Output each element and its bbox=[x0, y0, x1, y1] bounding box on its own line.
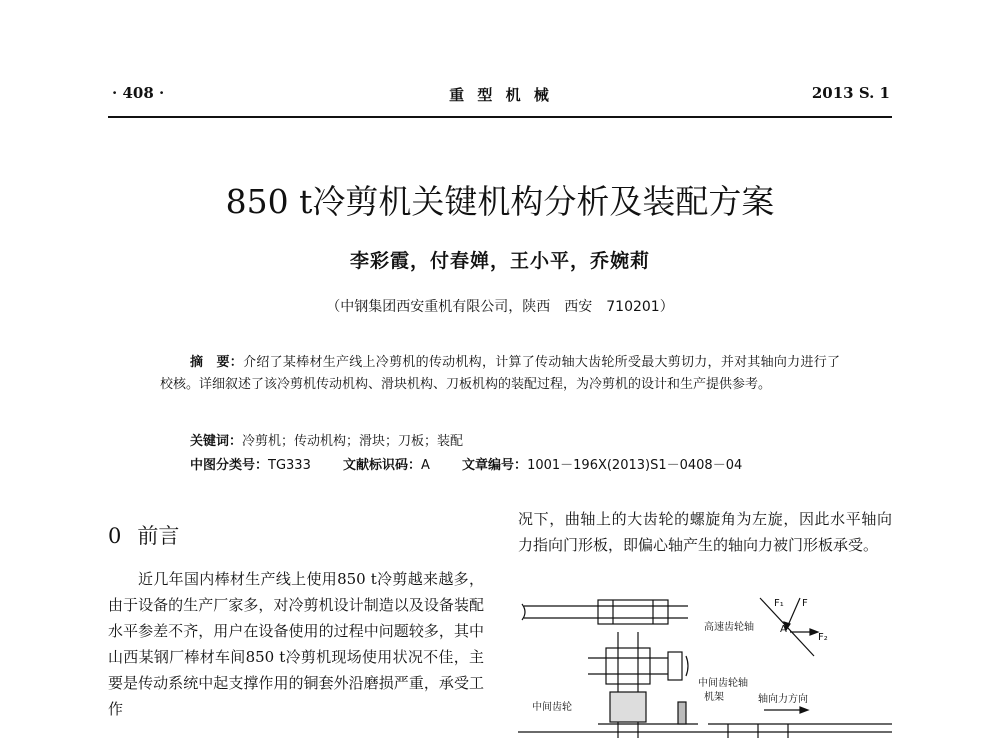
article-no-value: 1001－196X(2013)S1－0408－04 bbox=[527, 458, 743, 473]
gear-shaft-figure bbox=[518, 592, 892, 738]
author-list: 李彩霞，付春婵，王小平，乔婉莉 bbox=[349, 250, 650, 272]
affiliation: （中钢集团西安重机有限公司，陕西 西安 710201） bbox=[326, 299, 674, 315]
article-title: 850 t冷剪机关键机构分析及装配方案 bbox=[225, 182, 775, 221]
abstract bbox=[160, 352, 840, 396]
doc-code-value: A bbox=[421, 458, 430, 473]
clc-value: TG333 bbox=[268, 458, 311, 473]
label-high-speed-shaft: 高速齿轮轴 bbox=[704, 622, 754, 633]
clc-label: 中图分类号： bbox=[190, 458, 269, 473]
force-diagram bbox=[760, 598, 818, 656]
section-heading bbox=[108, 520, 179, 550]
label-angle-A: A bbox=[780, 624, 787, 635]
label-axial-direction: 轴向力方向 bbox=[758, 694, 808, 705]
label-force-F1: F₁ bbox=[774, 598, 784, 609]
axial-arrow bbox=[764, 707, 808, 713]
high-speed-shaft bbox=[522, 600, 688, 624]
section-number: 0 bbox=[108, 524, 122, 548]
abstract-label: 摘 要： bbox=[190, 355, 244, 370]
issue-label: 2013 S. 1 bbox=[811, 84, 890, 102]
left-column bbox=[108, 566, 484, 722]
header-rule bbox=[108, 116, 892, 118]
abstract-text: 介绍了某棒材生产线上冷剪机的传动机构，计算了传动轴大齿轮所受最大剪切力，并对其轴向力进行了校核。详细叙述了该冷剪机传动机构、滑块机构、刀板机构的装配过程，为冷剪机的设计和生产提供参考。 bbox=[160, 355, 840, 392]
label-intermediate-gear: 中间齿轮 bbox=[532, 702, 572, 713]
classification-line bbox=[190, 454, 840, 473]
keywords bbox=[190, 430, 463, 449]
article-no-label: 文章编号： bbox=[462, 458, 528, 473]
label-frame: 机架 bbox=[704, 692, 724, 703]
doc-code-label: 文献标识码： bbox=[342, 458, 421, 473]
page-number: · 408 · bbox=[112, 84, 165, 102]
running-header bbox=[112, 84, 890, 108]
keywords-text: 冷剪机；传动机构；滑块；刀板；装配 bbox=[242, 434, 464, 449]
label-force-F: F bbox=[802, 598, 808, 609]
mechanism-diagram bbox=[518, 592, 892, 738]
section-title: 前言 bbox=[137, 524, 180, 548]
label-force-F2: F₂ bbox=[818, 632, 828, 643]
right-column bbox=[518, 506, 892, 558]
journal-name: 重 型 机 械 bbox=[449, 86, 553, 104]
intro-paragraph: 近几年国内棒材生产线上使用850 t冷剪越来越多，由于设备的生产厂家多，对冷剪机设计制造以及设备装配水平参差不齐，用户在设备使用的过程中问题较多，其中山西某钢厂棒材车间850 t冷剪机现场使用状况不佳，主要是传动系统中起支撑作用的铜套外沿磨损严重，承受工作 bbox=[108, 570, 484, 718]
label-intermediate-shaft: 中间齿轮轴 bbox=[698, 678, 748, 689]
keywords-label: 关键词： bbox=[190, 434, 243, 449]
continued-paragraph: 况下，曲轴上的大齿轮的螺旋角为左旋，因此水平轴向力指向门形板，即偏心轴产生的轴向力被门形板承受。 bbox=[518, 510, 892, 554]
